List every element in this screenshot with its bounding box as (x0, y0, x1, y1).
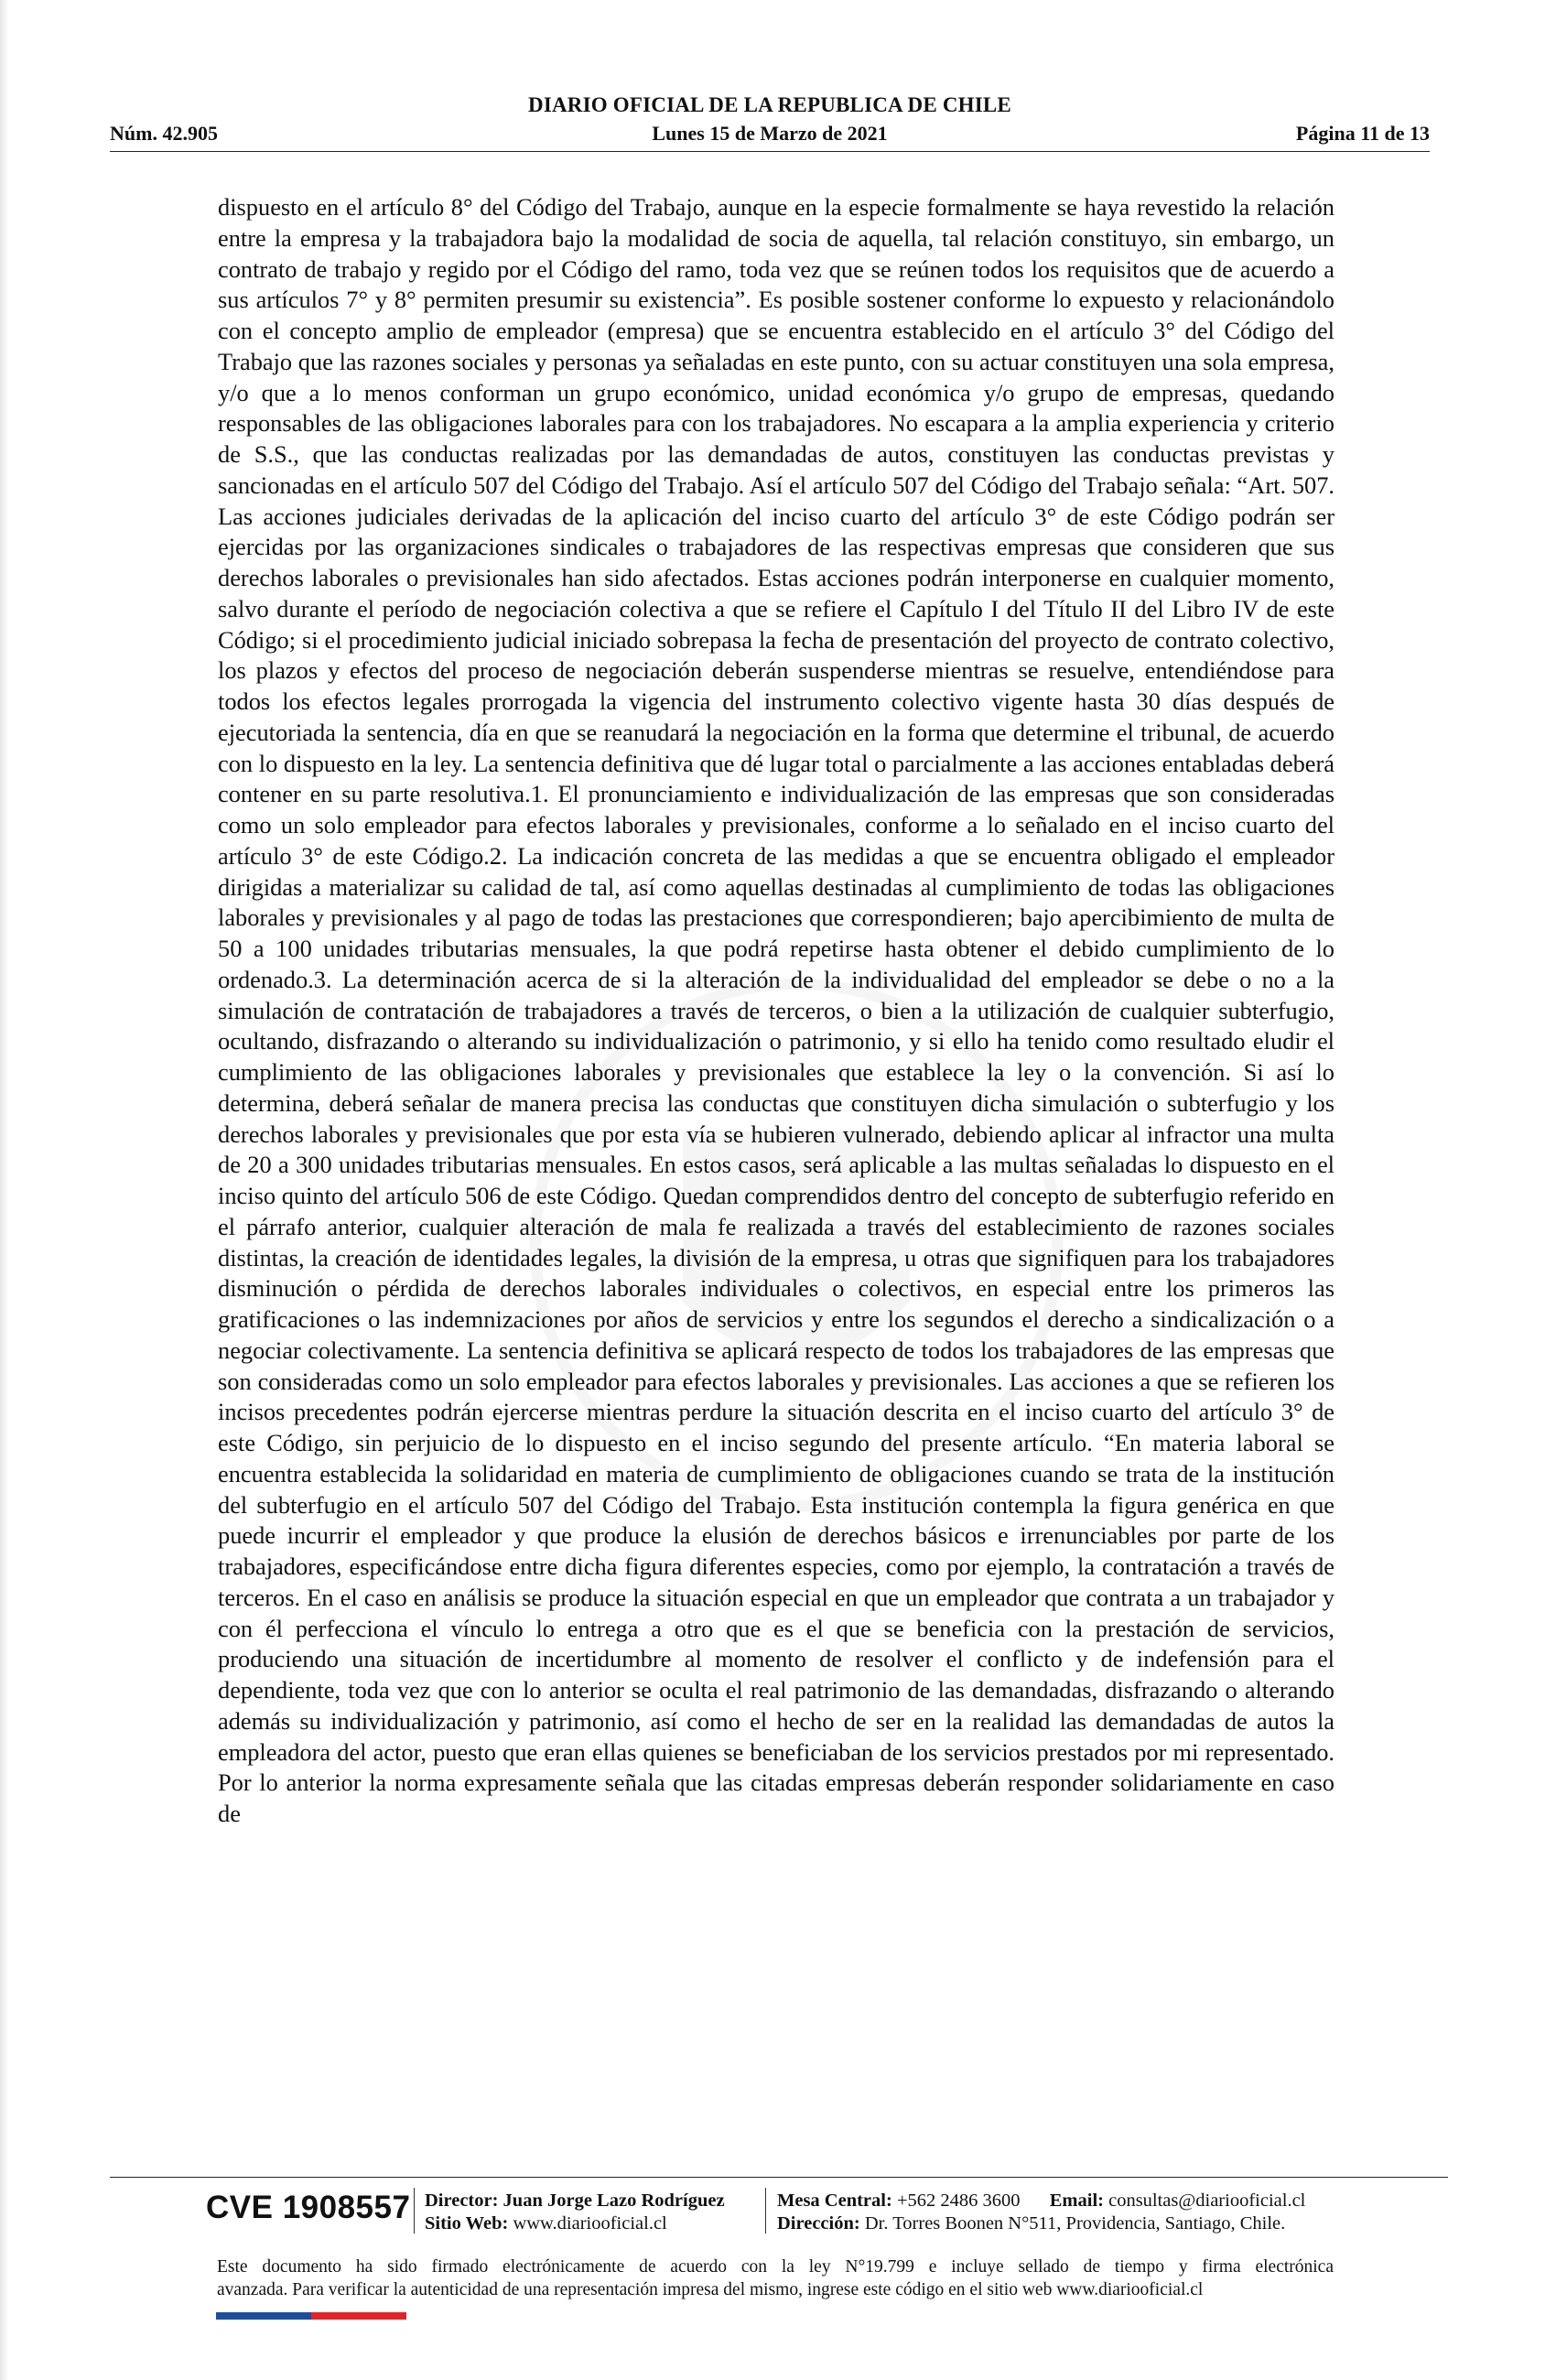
phone-value: +562 2486 3600 (896, 2191, 1021, 2211)
page-edge-shadow (0, 0, 8, 2380)
digital-signature-notice (217, 2256, 1334, 2301)
header-divider (110, 151, 1430, 152)
chile-flag-stripe (216, 2312, 406, 2320)
address-value: Dr. Torres Boonen N°511, Providencia, Santiago, Chile. (864, 2213, 1286, 2234)
footer-contact-block (777, 2190, 1305, 2235)
publication-title: DIARIO OFICIAL DE LA REPUBLICA DE CHILE (528, 93, 1011, 116)
page-header (110, 92, 1430, 156)
email-label: Email: (1049, 2191, 1104, 2211)
document-body (218, 192, 1334, 1830)
address-label: Dirección: (777, 2213, 860, 2234)
issue-number: Núm. 42.905 (110, 122, 218, 145)
website-label: Sitio Web: (425, 2213, 509, 2234)
notice-line: avanzada. Para verificar la autenticidad de una representación impresa del mismo, ingrese este código en el sitio web www.diariooficial.cl (217, 2280, 1204, 2299)
phone-label: Mesa Central: (777, 2191, 892, 2211)
footer-director-block (425, 2190, 725, 2235)
notice-line: Este documento ha sido firmado electrónicamente de acuerdo con la ley N°19.799 e incluye sellado de tiempo y firma electrónica (217, 2257, 1334, 2277)
director-label: Director: Juan Jorge Lazo Rodríguez (425, 2191, 725, 2211)
flag-blue-segment (216, 2312, 311, 2320)
footer-separator (765, 2188, 766, 2234)
flag-red-segment (311, 2312, 406, 2320)
email-link[interactable]: consultas@diariooficial.cl (1108, 2191, 1306, 2211)
page-indicator: Página 11 de 13 (1295, 122, 1430, 145)
footer-separator (414, 2188, 415, 2234)
body-paragraph: dispuesto en el artículo 8° del Código del Trabajo, aunque en la especie formalmente se haya revestido la relación entre la empresa y la trabajadora bajo la modalidad de socia de aquella, tal relación constituyo, sin embargo, un contrato de trabajo y regido por el Código del ramo, toda vez que se reúnen todos los requisitos que de acuerdo a sus artículos 7° y 8° permiten presumir su existencia”. Es posible sostener conforme lo expuesto y relacionándolo con el concepto amplio de empleador (empresa) que se encuentra establecido en el artículo 3° del Código del Trabajo que las razones sociales y personas ya señaladas en este punto, con su actuar constituyen una sola empresa, y/o que a lo menos conforman un grupo económico, unidad económica y/o grupo de empresas, quedando responsables de las obligaciones laborales para con los trabajadores. No escapara a la amplia experiencia y criterio de S.S., que las conductas realizadas por las demandadas de autos, constituyen las conductas previstas y sancionadas en el artículo 507 del Código del Trabajo. Así el artículo 507 del Código del Trabajo señala: “Art. 507. Las acciones judiciales derivadas de la aplicación del inciso cuarto del artículo 3° de este Código podrán ser ejercidas por las organizaciones sindicales o trabajadores de las respectivas empresas que consideren que sus derechos laborales o previsionales han sido afectados. Estas acciones podrán interponerse en cualquier momento, salvo durante el período de negociación colectiva a que se refiere el Capítulo I del Título II del Libro IV de este Código; si el procedimiento judicial iniciado sobrepasa la fecha de presentación del proyecto de contrato colectivo, los plazos y efectos del proceso de negociación deberán suspenderse mientras se resuelve, entendiéndose para todos los efectos legales prorrogada la vigencia del instrumento colectivo vigente hasta 30 días después de ejecutoriada la sentencia, día en que se reanudará la negociación en la forma que determine el tribunal, de acuerdo con lo dispuesto en la ley. La sentencia definitiva que dé lugar total o parcialmente a las acciones entabladas deberá contener en su parte resolutiva.1. El pronunciamiento e individualización de las empresas que son consideradas como un solo empleador para efectos laborales y previsionales, conforme a lo señalado en el inciso cuarto del artículo 3° de este Código.2. La indicación concreta de las medidas a que se encuentra obligado el empleador dirigidas a materializar su calidad de tal, así como aquellas destinadas al cumplimiento de todas las obligaciones laborales y previsionales y al pago de todas las prestaciones que correspondieren; bajo apercibimiento de multa de 50 a 100 unidades tributarias mensuales, la que podrá repetirse hasta obtener el debido cumplimiento de lo ordenado.3. La determinación acerca de si la alteración de la individualidad del empleador se debe o no a la simulación de contratación de trabajadores a través de terceros, o bien a la utilización de cualquier subterfugio, ocultando, disfrazando o alterando su individualización o patrimonio, y si ello ha tenido como resultado eludir el cumplimiento de las obligaciones laborales y previsionales que establece la ley o la convención. Si así lo determina, deberá señalar de manera precisa las conductas que constituyen dicha simulación o subterfugio y los derechos laborales y previsionales que por esta vía se hubieren vulnerado, debiendo aplicar al infractor una multa de 20 a 300 unidades tributarias mensuales. En estos casos, será aplicable a las multas señaladas lo dispuesto en el inciso quinto del artículo 506 de este Código. Quedan comprendidos dentro del concepto de subterfugio referido en el párrafo anterior, cualquier alteración de mala fe realizada a través del establecimiento de razones sociales distintas, la creación de identidades legales, la división de la empresa, u otras que signifiquen para los trabajadores disminución o pérdida de derechos laborales individuales o colectivos, en especial entre los primeros las gratificaciones o las indemnizaciones por años de servicios y entre los segundos el derecho a sindicalización o a negociar colectivamente. La sentencia definitiva se aplicará respecto de todos los trabajadores de las empresas que son consideradas como un solo empleador para efectos laborales y previsionales. Las acciones a que se refieren los incisos precedentes podrán ejercerse mientras perdure la situación descrita en el inciso cuarto del artículo 3° de este Código, sin perjuicio de lo dispuesto en el inciso segundo del presente artículo. “En materia laboral se encuentra establecida la solidaridad en materia de cumplimiento de obligaciones cuando se trata de la institución del subterfugio en el artículo 507 del Código del Trabajo. Esta institución contempla la figura genérica en que puede incurrir el empleador y que produce la elusión de derechos básicos e irrenunciables por parte de los trabajadores, especificándose entre dicha figura diferentes especies, como por ejemplo, la contratación a través de terceros. En el caso en análisis se produce la situación especial en que un empleador que contrata a un trabajador y con él perfecciona el vínculo lo entrega a otro que es el que se beneficia con la prestación de servicios, produciendo una situación de incertidumbre al momento de resolver el conflicto y de indefensión para el dependiente, toda vez que con lo anterior se oculta el real patrimonio de las demandadas, disfrazando o alterando además su individualización y patrimonio, así como el hecho de ser en la realidad las demandadas de autos la empleadora del actor, puesto que eran ellas quienes se beneficiaban de los servicios prestados por mi representado. Por lo anterior la norma expresamente señala que las citadas empresas deberán responder solidariamente en caso de (218, 193, 1334, 1827)
issue-date: Lunes 15 de Marzo de 2021 (652, 122, 888, 145)
footer-divider (110, 2177, 1448, 2178)
website-link[interactable]: www.diariooficial.cl (513, 2213, 667, 2234)
cve-code: CVE 1908557 (206, 2190, 411, 2225)
